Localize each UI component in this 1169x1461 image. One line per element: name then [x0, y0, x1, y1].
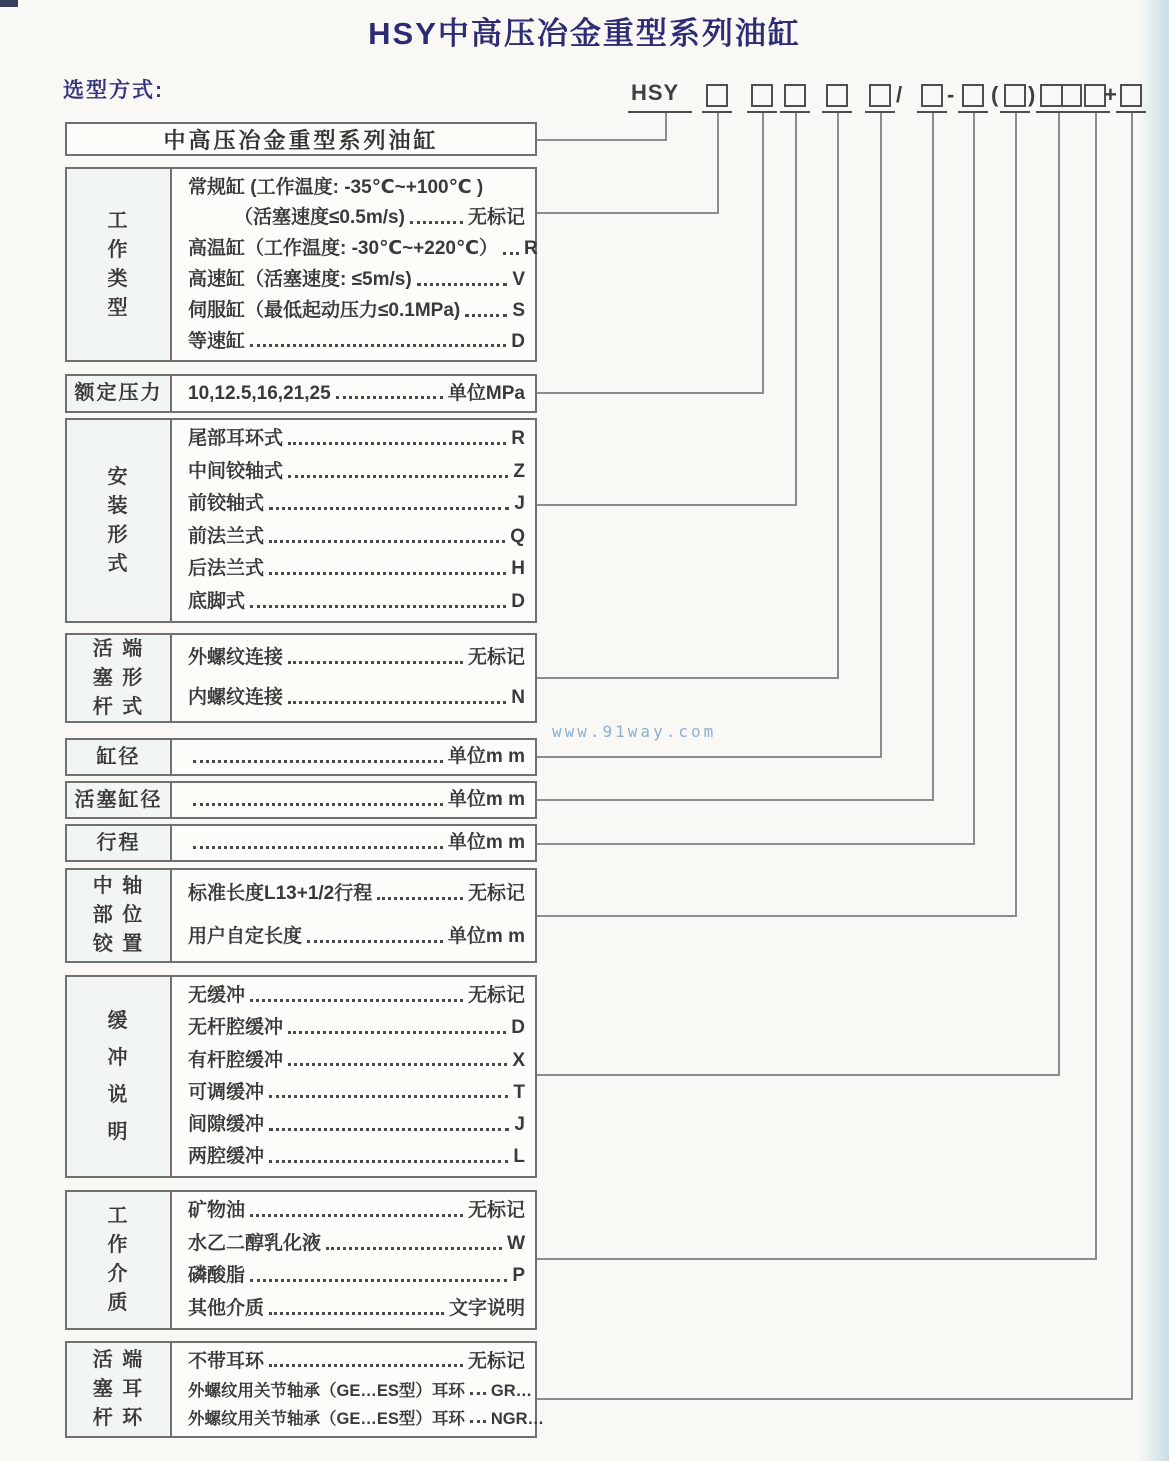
connector-rod-dia-h: [537, 799, 934, 801]
option-row: 单位m m: [188, 787, 525, 813]
option-row: 矿物油 无标记: [188, 1200, 525, 1222]
option-row: 内螺纹连接 N: [188, 687, 525, 709]
connector-rod-end-v: [837, 113, 839, 677]
selection-method-label: 选型方式:: [63, 79, 164, 102]
pair-divider: [1061, 86, 1063, 105]
dot-leader: [269, 572, 506, 575]
dot-leader: [269, 507, 509, 510]
connector-rod-end-h: [537, 677, 839, 679]
connector-pressure-v: [762, 113, 764, 392]
table-cushion-spec: [65, 975, 537, 1178]
model-code-paren-open: (: [991, 82, 999, 107]
option-row: 高速缸（活塞速度: ≤5m/s) V: [188, 269, 525, 291]
table-label-piston-rod-dia: 活塞缸径: [67, 783, 172, 817]
table-bore: [65, 738, 537, 776]
table-label-rod-end-type: 活 端 塞 形 杆 式: [67, 635, 172, 721]
option-row: 外螺纹用关节轴承（GE…ES型）耳环 NGR…: [188, 1409, 545, 1428]
table-rod-end-type: [65, 633, 537, 723]
model-code-box-stroke: [962, 84, 984, 107]
dot-leader: [288, 1063, 507, 1066]
dot-leader: [336, 396, 443, 399]
option-row: 水乙二醇乳化液 W: [188, 1232, 525, 1254]
dot-leader: [288, 442, 506, 445]
connector-stroke-v: [973, 113, 975, 843]
table-working-medium: [65, 1190, 537, 1330]
connector-work-type-h: [537, 212, 719, 214]
table-series-title: [65, 122, 537, 156]
connector-eye-h: [537, 1398, 1133, 1400]
option-row: 间隙缓冲 J: [188, 1113, 525, 1135]
dot-leader: [288, 1031, 506, 1034]
dot-leader: [193, 846, 443, 849]
scan-edge-gradient: [1139, 0, 1169, 1461]
connector-medium-v: [1095, 113, 1097, 1258]
connector-medium-h: [537, 1258, 1097, 1260]
model-code-prefix: HSY: [631, 80, 680, 105]
table-mounting-type: [65, 418, 537, 623]
option-row: 可调缓冲 T: [188, 1081, 525, 1103]
connector-bore-h: [537, 756, 882, 758]
connector-series-v: [665, 113, 667, 139]
connector-bore-v: [880, 113, 882, 756]
option-row: 10,12.5,16,21,25 单位MPa: [188, 382, 525, 404]
option-row: 用户自定长度 单位m m: [188, 925, 525, 947]
option-row: 伺服缸（最低起动压力≤0.1MPa) S: [188, 299, 525, 321]
dot-leader: [377, 897, 463, 900]
option-row: 标准长度L13+1/2行程 无标记: [188, 883, 525, 905]
option-row: 有杆腔缓冲 X: [188, 1049, 525, 1071]
model-code-box-pressure-digit-1: [751, 84, 773, 107]
option-row: 无缓冲 无标记: [188, 985, 525, 1007]
table-label-mounting-type: 安 装 形 式: [67, 420, 172, 621]
dot-leader: [470, 1420, 486, 1423]
table-rod-end-eye: [65, 1341, 545, 1438]
model-code-box-medium: [1084, 84, 1106, 107]
dot-leader: [465, 314, 507, 317]
option-row: （活塞速度≤0.5m/s) 无标记: [234, 207, 525, 229]
model-code-dash: -: [947, 82, 955, 107]
dot-leader: [417, 283, 508, 286]
table-label-cushion-spec: 缓 冲 说 明: [67, 977, 172, 1176]
option-row: 无杆腔缓冲 D: [188, 1017, 525, 1039]
dot-leader: [503, 252, 519, 255]
option-row: 尾部耳环式 R: [188, 428, 525, 450]
option-row: 单位m m: [188, 744, 525, 770]
option-row: 等速缸 D: [188, 330, 525, 352]
dot-leader: [269, 540, 505, 543]
connector-work-type-v: [717, 113, 719, 212]
model-code-slash: /: [896, 82, 903, 107]
dot-leader: [269, 1095, 508, 1098]
connector-mounting-v: [795, 113, 797, 504]
watermark-text: www.91way.com: [552, 722, 717, 741]
dot-leader: [288, 475, 508, 478]
model-code-box-rod-end: [826, 84, 848, 107]
option-row: 前铰轴式 J: [188, 493, 525, 515]
dot-leader: [250, 344, 506, 347]
dot-leader: [269, 1128, 509, 1131]
table-label-stroke: 行程: [67, 826, 172, 860]
model-code-box-mounting: [784, 84, 806, 107]
model-code-box-bore: [869, 84, 891, 107]
table-label-rated-pressure: 额定压力: [67, 376, 172, 411]
table-rated-pressure: [65, 374, 537, 413]
option-row: 底脚式 D: [188, 590, 525, 612]
series-title-text: 中高压冶金重型系列油缸: [163, 127, 439, 153]
connector-pressure-h: [537, 392, 764, 394]
option-row: 磷酸脂 P: [188, 1265, 525, 1287]
option-row: 中间铰轴式 Z: [188, 460, 525, 482]
dot-leader: [193, 803, 443, 806]
table-label-rod-end-eye: 活 端 塞 耳 杆 环: [67, 1343, 172, 1436]
option-row: 单位m m: [188, 830, 525, 856]
dot-leader: [269, 1312, 444, 1315]
dot-leader: [250, 605, 506, 608]
connector-hinge-v: [1015, 113, 1017, 915]
underline-prefix: [628, 111, 692, 113]
scan-artifact: [0, 0, 18, 7]
connector-hinge-h: [537, 915, 1017, 917]
table-label-bore: 缸径: [67, 740, 172, 774]
dot-leader: [269, 1364, 463, 1367]
option-row: 高温缸（工作温度: -30℃~+220℃） R: [188, 238, 538, 260]
option-row: 其他介质 文字说明: [188, 1297, 525, 1319]
dot-leader: [410, 221, 463, 224]
connector-stroke-h: [537, 843, 975, 845]
dot-leader: [288, 661, 463, 664]
page-title: HSY中高压冶金重型系列油缸: [368, 16, 801, 51]
connector-mounting-h: [537, 504, 797, 506]
option-row: 外螺纹用关节轴承（GE…ES型）耳环 GR…: [188, 1382, 533, 1401]
connector-cushion-h: [537, 1074, 1060, 1076]
dot-leader: [307, 940, 443, 943]
model-code-plus: +: [1104, 82, 1117, 107]
dot-leader: [288, 701, 506, 704]
option-row: 前法兰式 Q: [188, 525, 525, 547]
connector-rod-dia-v: [932, 113, 934, 799]
option-row: 后法兰式 H: [188, 558, 525, 580]
option-row: 不带耳环 无标记: [188, 1350, 525, 1372]
table-label-working-medium: 工 作 介 质: [67, 1192, 172, 1328]
connector-series-h: [537, 139, 667, 141]
model-code-box-hinge-position: [1004, 84, 1026, 107]
connector-cushion-v: [1058, 113, 1060, 1074]
model-code-box-rod-dia: [921, 84, 943, 107]
dot-leader: [250, 1279, 507, 1282]
table-piston-rod-dia: [65, 781, 537, 819]
model-code-box-eye: [1120, 84, 1142, 107]
dot-leader: [326, 1247, 502, 1250]
dot-leader: [250, 999, 463, 1002]
table-work-type: [65, 167, 537, 362]
model-code-paren-close: ): [1028, 82, 1036, 107]
underline-box-pair: [1036, 111, 1084, 113]
option-row: 两腔缓冲 L: [188, 1146, 525, 1168]
dot-leader: [269, 1160, 508, 1163]
model-code-box-work-type: [706, 84, 728, 107]
connector-eye-v: [1131, 113, 1133, 1398]
dot-leader: [193, 760, 443, 763]
table-stroke: [65, 824, 537, 862]
table-label-mid-hinge-position: 中 轴 部 位 铰 置: [67, 870, 172, 961]
table-label-work-type: 工 作 类 型: [67, 169, 172, 360]
option-row: 常规缸 (工作温度: -35℃~+100℃ ): [188, 176, 484, 198]
table-mid-hinge-position: [65, 868, 537, 963]
dot-leader: [250, 1214, 463, 1217]
option-row: 外螺纹连接 无标记: [188, 647, 525, 669]
dot-leader: [470, 1392, 486, 1395]
model-code-box-cushion-pair: [1040, 84, 1082, 107]
